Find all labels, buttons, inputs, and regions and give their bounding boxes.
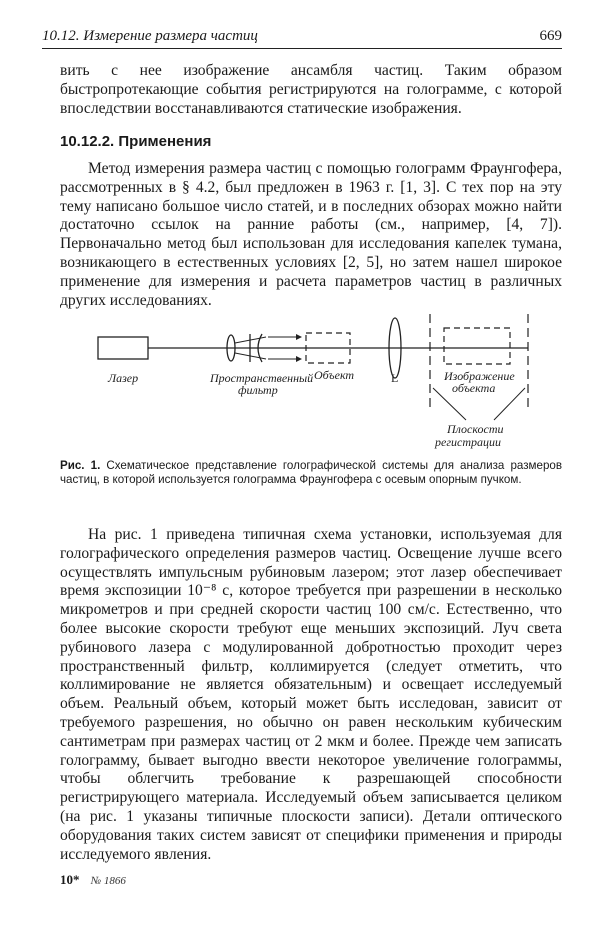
spatial-filter-label-1: Пространственный <box>210 371 314 385</box>
signature-mark: 10* <box>60 872 80 887</box>
planes-label-1: Плоскости <box>447 422 504 436</box>
figure-caption <box>60 459 562 487</box>
planes-label-2: регистрации <box>435 435 501 449</box>
running-header <box>42 26 562 49</box>
object-image <box>444 328 510 364</box>
image-label-2: объекта <box>452 381 496 395</box>
pointer-right <box>494 388 525 420</box>
optical-setup-diagram <box>0 300 600 460</box>
running-title: 10.12. Измерение размера частиц <box>42 28 258 44</box>
laser-box <box>98 337 148 359</box>
laser-label: Лазер <box>108 371 139 385</box>
main-paragraph: На рис. 1 приведена типичная схема установки, используемая для голографического определения размеров частиц. Освещение лучше всего осуществлять импульсным рубиновым лазером; этот лазер обеспечивает время экспозиции 10⁻⁸ с, которое требуется при разрешении в несколько микрометров и при средней скорости частиц 100 см/с. Естественно, что более высокие скорости требуют еще меньших экспозиций. Луч света рубинового лазера с модулированной добротностью проходит через пространственный фильтр, коллимируется (следует отметить, что коллимирование не является обязательным) и освещает исследуемый объем. Реальный объем, который может быть исследован, зависит от требуемого разрешения, но обычно он равен нескольким кубическим сантиметрам при размерах частиц от 2 мкм и более. Прежде чем записать голограмму, бывает выгодно ввести некоторое увеличение голограммы, чтобы облегчить требование к разрешающей способности регистрирующего материала. Исследуемый объем записывается целиком (на рис. 1 указаны типичные плоскости записи). Детали оптического оборудования таких систем зависят от специфики применения и природы исследуемого явления. <box>60 526 562 863</box>
caption-label: Рис. 1. <box>60 459 101 472</box>
section-heading: 10.12.2. Применения <box>60 133 212 150</box>
arrowhead-top <box>296 334 302 340</box>
spatial-filter-label-2: фильтр <box>238 383 278 397</box>
object-label: Объект <box>314 368 355 382</box>
page-footer <box>60 872 126 888</box>
arrowhead-bottom <box>296 356 302 362</box>
image-label-1: Изображение <box>444 369 515 383</box>
order-number: № 1866 <box>90 875 126 887</box>
page-number: 669 <box>539 28 562 44</box>
figure-1 <box>0 300 600 460</box>
caption-text: Схематическое представление голографической системы для анализа размеров частиц, в которой используется голограмма Фраунгофера с осевым опорным пучком. <box>60 459 562 486</box>
section-paragraph: Метод измерения размера частиц с помощью голограмм Фраунгофера, рассмотренных в § 4.2, был предложен в 1963 г. [1, 3]. С тех пор на эту тему написано большое число статей, и в последних обзорах можно найти достаточно ссылок на ранние работы (см., например, [4, 7]). Первоначально метод был использован для исследования капелек тумана, возникающего в естественных условиях [2, 5], но затем нашел широкое применение для измерения и расчета параметров частиц в различных других исследованиях. <box>60 160 562 309</box>
intro-paragraph: вить с нее изображение ансамбля частиц. Таким образом быстропротекающие события регистрируются на голограмме, с которой впоследствии восстанавливаются статические изображения. <box>60 62 562 117</box>
lens-label: L <box>391 371 399 385</box>
